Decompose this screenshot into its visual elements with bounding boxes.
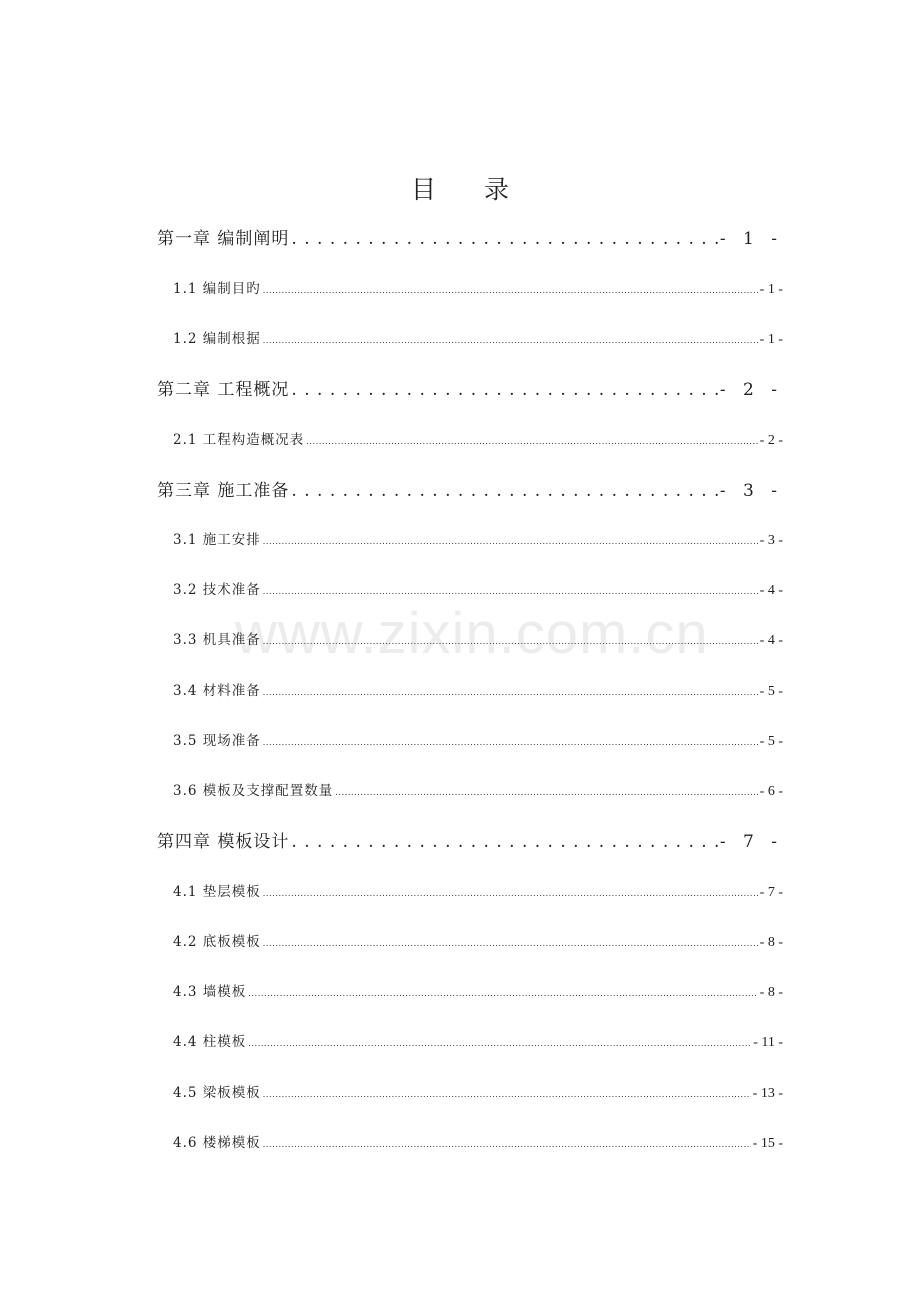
dot-leader <box>263 688 758 697</box>
toc-page-number: - 5 - <box>759 684 783 699</box>
dot-leader <box>263 738 758 747</box>
dot-leader <box>263 336 758 345</box>
toc-section-4-6[interactable] <box>173 1131 783 1152</box>
toc-label: 第三章 施工准备 <box>157 481 290 501</box>
toc-section-3-5[interactable] <box>173 729 783 750</box>
toc-page-number: - 7 - <box>719 832 783 852</box>
toc-page-number: - 2 - <box>719 380 783 400</box>
toc-section-4-3[interactable] <box>173 980 783 1001</box>
toc-section-4-5[interactable] <box>173 1081 783 1102</box>
toc-page-number: - 1 - <box>759 282 783 297</box>
toc-chapter-1[interactable] <box>157 224 783 249</box>
toc-label: 4.4 柱模板 <box>173 1034 247 1050</box>
toc-label: 3.1 施工安排 <box>173 532 261 548</box>
dot-leader <box>291 832 717 852</box>
dot-leader <box>263 1090 751 1099</box>
dot-leader <box>291 481 717 501</box>
toc-label: 4.1 垫层模板 <box>173 884 261 900</box>
toc-section-3-6[interactable] <box>173 779 783 800</box>
toc-page-number: - 4 - <box>759 633 783 648</box>
dot-leader <box>263 286 758 295</box>
dot-leader <box>263 637 758 646</box>
toc-page-number: - 5 - <box>759 734 783 749</box>
dot-leader <box>248 989 757 998</box>
dot-leader <box>291 380 717 400</box>
toc-label: 4.5 梁板模板 <box>173 1085 261 1101</box>
toc-section-3-4[interactable] <box>173 679 783 700</box>
toc-title: 目 录 <box>411 175 529 204</box>
toc-chapter-4[interactable] <box>157 827 783 852</box>
toc-label: 3.5 现场准备 <box>173 733 261 749</box>
toc-label: 4.3 墙模板 <box>173 984 247 1000</box>
toc-label: 第一章 编制阐明 <box>157 229 290 249</box>
toc-page-number: - 11 - <box>753 1035 783 1050</box>
toc-label: 1.1 编制目旳 <box>173 281 261 297</box>
toc-label: 4.6 楼梯模板 <box>173 1135 261 1151</box>
toc-page-number: - 6 - <box>759 784 783 799</box>
toc-section-2-1[interactable] <box>173 428 783 449</box>
toc-label: 2.1 工程构造概况表 <box>173 432 305 448</box>
toc-label: 第四章 模板设计 <box>157 832 290 852</box>
dot-leader <box>335 788 757 797</box>
toc-section-4-4[interactable] <box>173 1030 783 1051</box>
toc-section-3-3[interactable] <box>173 628 783 649</box>
toc-page-number: - 7 - <box>759 885 783 900</box>
toc-label: 3.3 机具准备 <box>173 632 261 648</box>
toc-page-number: - 8 - <box>759 935 783 950</box>
toc-chapter-3[interactable] <box>157 476 783 501</box>
toc-page-number: - 1 - <box>759 332 783 347</box>
toc-section-1-1[interactable] <box>173 277 783 298</box>
dot-leader <box>291 229 717 249</box>
toc-page-number: - 1 - <box>719 229 783 249</box>
toc-section-3-1[interactable] <box>173 528 783 549</box>
toc-label: 3.6 模板及支撑配置数量 <box>173 783 334 799</box>
toc-section-1-2[interactable] <box>173 327 783 348</box>
toc-label: 3.4 材料准备 <box>173 683 261 699</box>
dot-leader <box>263 1140 751 1149</box>
toc-label: 3.2 技术准备 <box>173 582 261 598</box>
toc-page-number: - 4 - <box>759 583 783 598</box>
dot-leader <box>263 939 758 948</box>
toc-page-number: - 8 - <box>759 985 783 1000</box>
dot-leader <box>263 889 758 898</box>
toc-section-4-1[interactable] <box>173 880 783 901</box>
toc-page-number: - 3 - <box>759 533 783 548</box>
toc-page-number: - 15 - <box>752 1136 783 1151</box>
toc-chapter-2[interactable] <box>157 375 783 400</box>
toc-label: 4.2 底板模板 <box>173 934 261 950</box>
toc-label: 1.2 编制根据 <box>173 331 261 347</box>
toc-page-number: - 2 - <box>759 433 783 448</box>
dot-leader <box>306 437 757 446</box>
toc-page-number: - 3 - <box>719 481 783 501</box>
watermark: www.zixin.com.cn <box>235 601 709 666</box>
toc-label: 第二章 工程概况 <box>157 380 290 400</box>
dot-leader <box>263 587 758 596</box>
toc-page-number: - 13 - <box>752 1086 783 1101</box>
dot-leader <box>248 1039 751 1048</box>
toc-section-4-2[interactable] <box>173 930 783 951</box>
dot-leader <box>263 537 758 546</box>
toc-section-3-2[interactable] <box>173 578 783 599</box>
